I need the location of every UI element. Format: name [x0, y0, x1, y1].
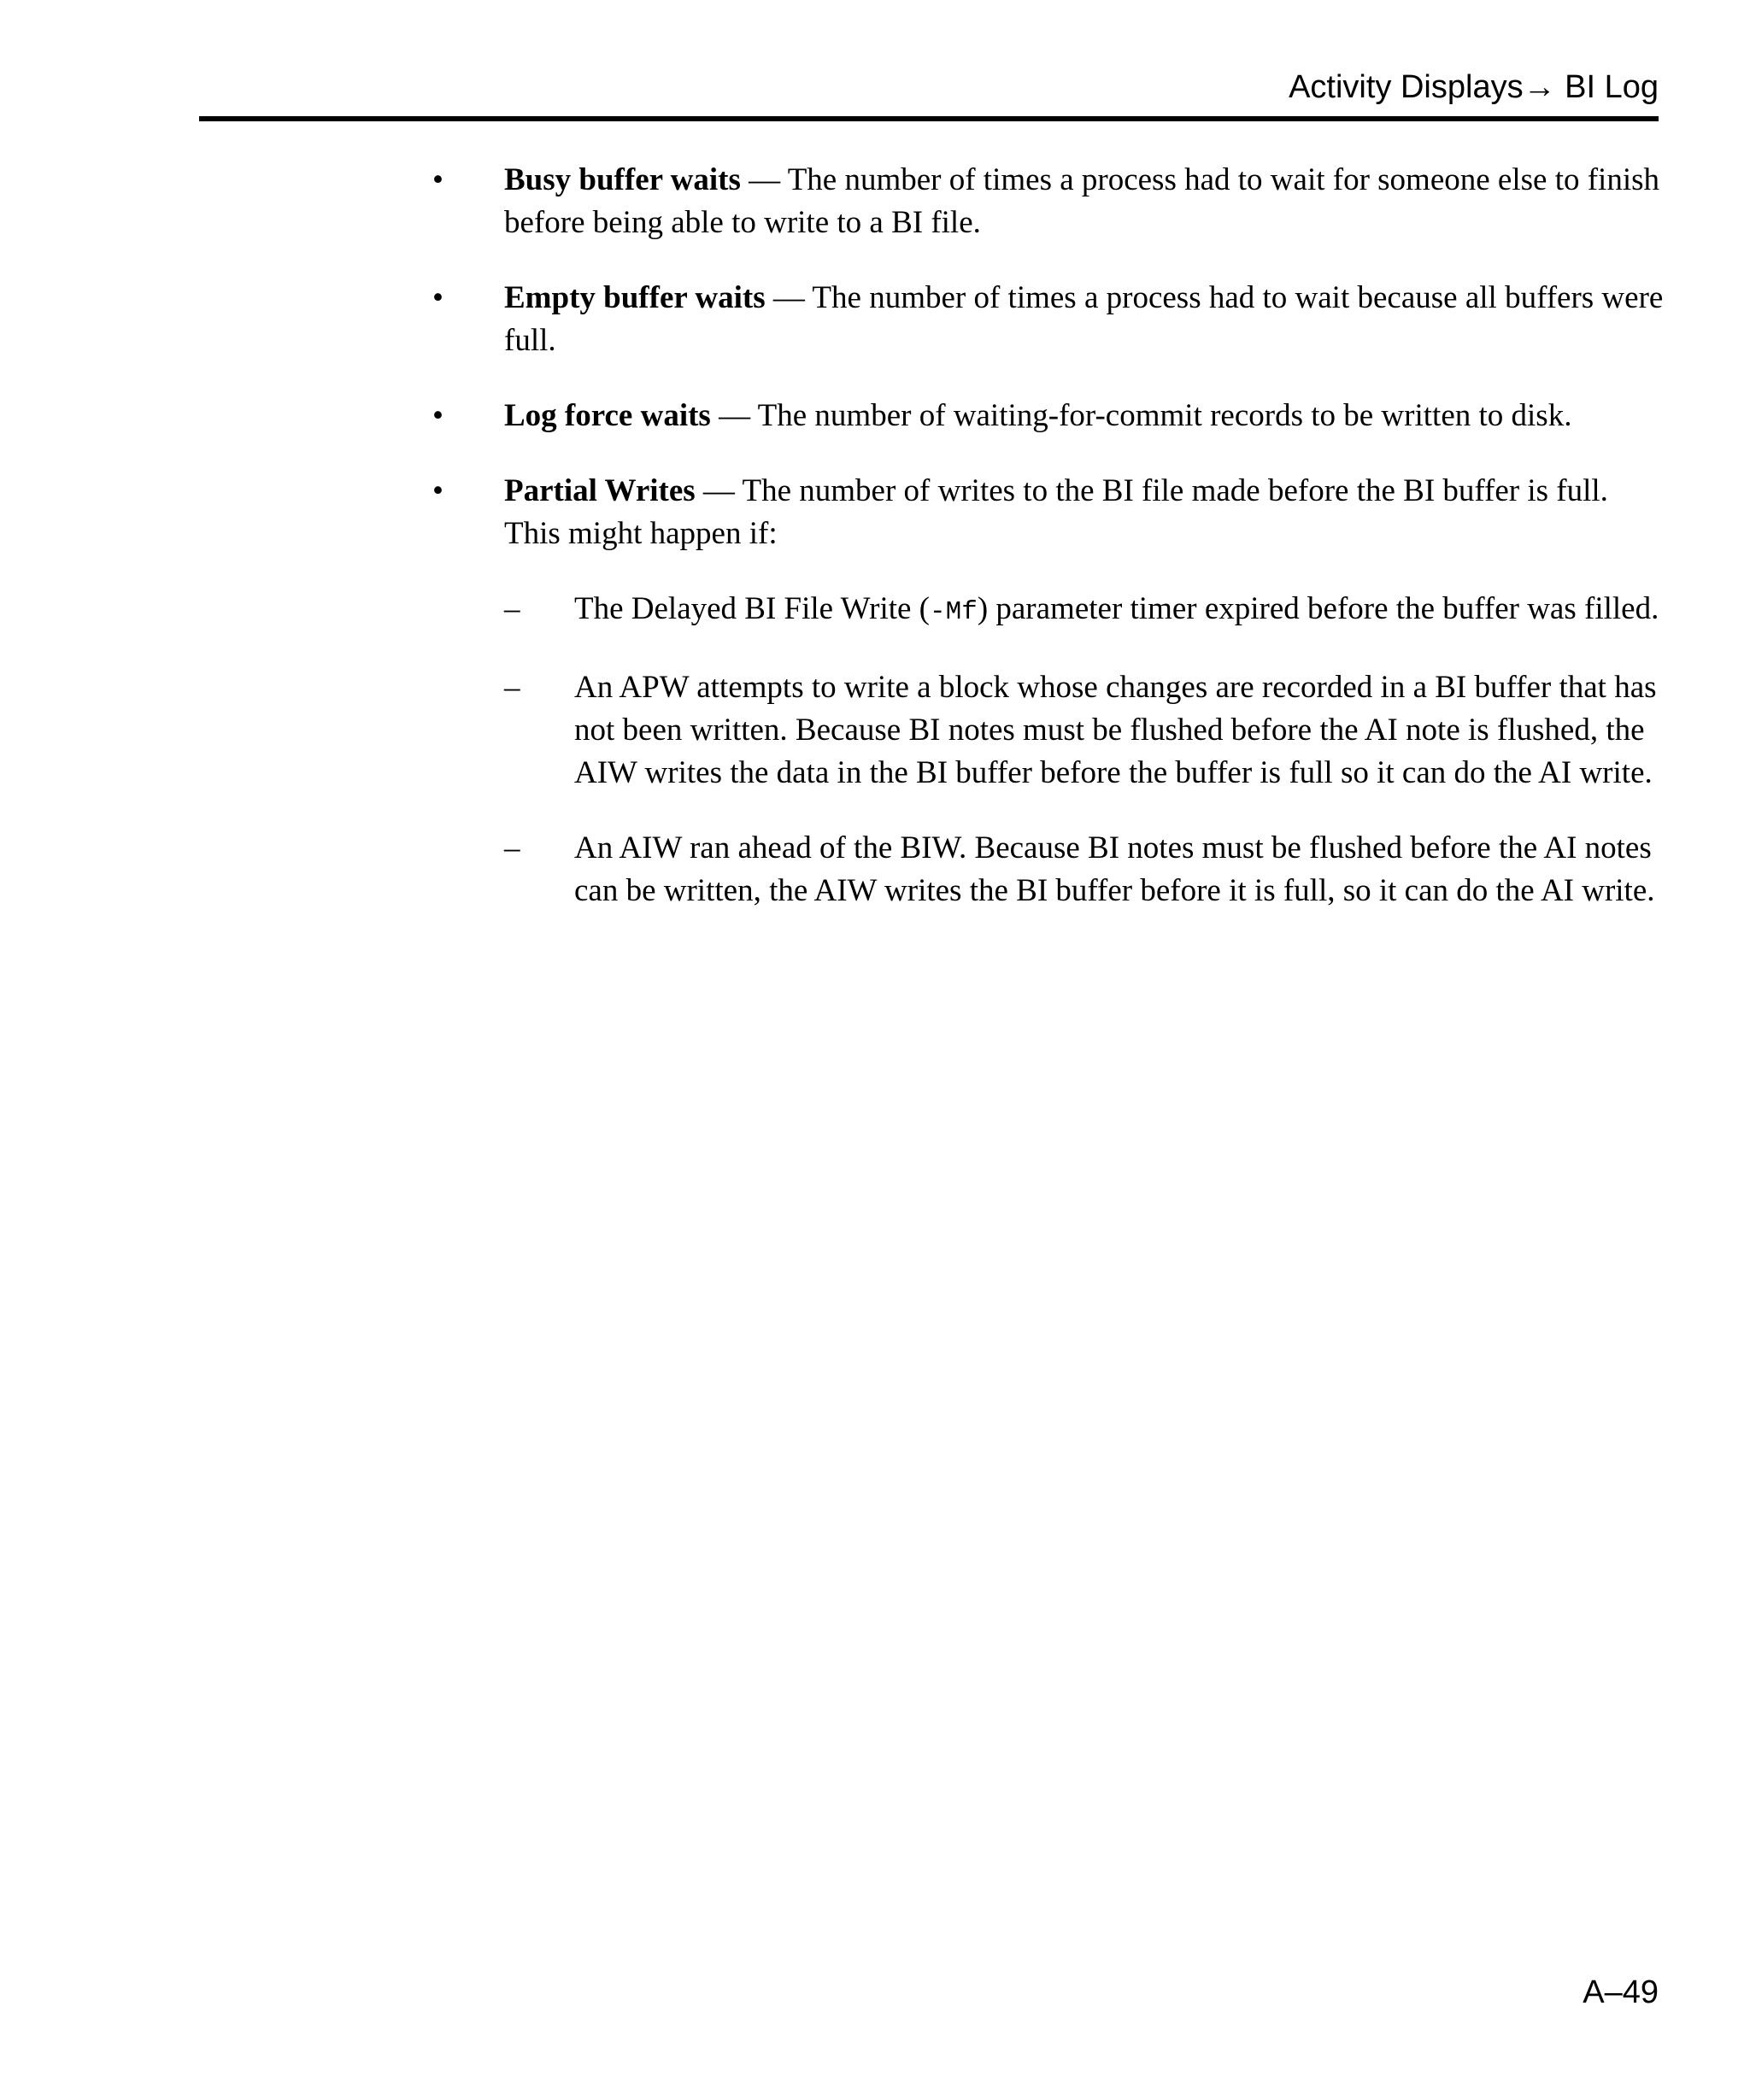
subitem-text: An AIW ran ahead of the BIW. Because BI notes must be flushed before the AI notes can be written, the AIW writes the BI buffer before it is full, so it can do the AI write. — [574, 830, 1655, 908]
description-partial-writes: — The number of writes to the BI file made before the BI buffer is full. This might happen if: — [504, 473, 1608, 551]
bullet-item-busy-buffer-waits — [432, 159, 1666, 244]
page-number: A–49 — [1583, 1974, 1659, 2010]
bullet-marker: • — [432, 162, 443, 197]
bullet-item-partial-writes — [432, 470, 1666, 555]
bullet-marker: • — [432, 473, 443, 508]
description-log-force-waits: — The number of waiting-for-commit records to be written to disk. — [710, 398, 1572, 433]
term-log-force-waits: Log force waits — [504, 398, 711, 433]
bullet-marker: • — [432, 398, 443, 433]
dash-marker: – — [504, 830, 520, 865]
dash-marker: – — [504, 670, 520, 705]
subitem-text-before: The Delayed BI File Write ( — [574, 591, 930, 626]
subitem-aiw-ran-ahead — [504, 827, 1668, 912]
subitem-text: An APW attempts to write a block whose changes are recorded in a BI buffer that has not been written. Because BI notes must be flushed before the AI note is flushed, the AIW writes the data in the BI buffer before the buffer is full so it can do the AI write. — [574, 670, 1657, 790]
description-busy-buffer-waits: — The number of times a process had to wait for someone else to finish before being able to write to a BI file. — [504, 162, 1660, 240]
term-empty-buffer-waits: Empty buffer waits — [504, 280, 766, 315]
bullet-item-log-force-waits — [432, 395, 1666, 437]
parameter-code: -Mf — [930, 597, 978, 627]
bullet-marker: • — [432, 280, 443, 315]
subitem-apw-write — [504, 666, 1668, 795]
header-title: Activity Displays→ BI Log — [1289, 69, 1659, 105]
page-header — [199, 63, 1659, 121]
term-partial-writes: Partial Writes — [504, 473, 696, 508]
subitem-delayed-bi-file-write — [504, 588, 1668, 634]
page-content — [0, 159, 1750, 945]
subitem-text-after: ) parameter timer expired before the buffer was filled. — [977, 591, 1659, 626]
dash-marker: – — [504, 591, 520, 626]
term-busy-buffer-waits: Busy buffer waits — [504, 162, 741, 197]
bullet-item-empty-buffer-waits — [432, 277, 1666, 362]
description-empty-buffer-waits: — The number of times a process had to wait because all buffers were full. — [504, 280, 1664, 358]
